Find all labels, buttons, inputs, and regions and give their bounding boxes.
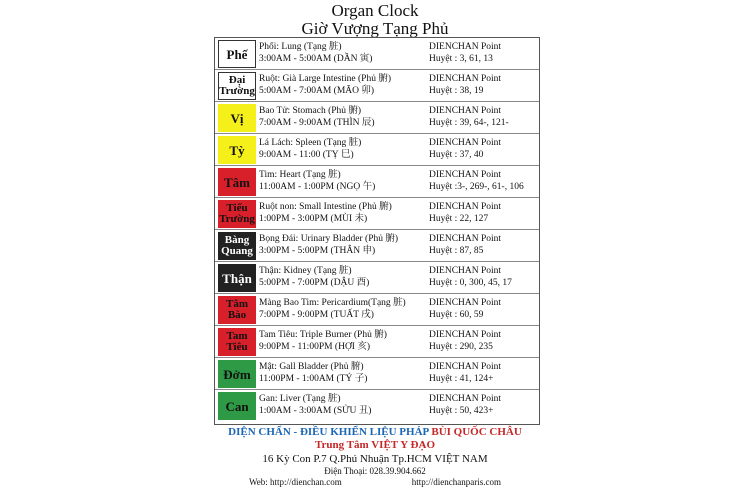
organ-label: Đởm [218,360,256,388]
table-row [215,102,539,134]
footer-websites [0,477,750,487]
table-row [215,70,539,102]
organ-label: Can [218,392,256,420]
organ-time: 3:00AM - 5:00AM (DẦN 寅) [259,54,373,64]
organ-label: Tâm [218,168,256,196]
organ-time: 1:00AM - 3:00AM (SỬU 丑) [259,406,372,416]
organ-label: Tỳ [218,136,256,164]
dienchan-point [429,329,539,353]
page-title: Organ Clock [331,1,419,20]
point-list: Huyệt : 0, 300, 45, 17 [429,278,512,288]
table-row [215,38,539,70]
organ-time: 11:00AM - 1:00PM (NGỌ 午) [259,182,376,192]
point-title: DIENCHAN Point [429,106,502,116]
dienchan-point [429,361,539,385]
organ-label: Vị [218,104,256,132]
dienchan-point [429,393,539,417]
page-subtitle: Giờ Vượng Tạng Phủ [301,19,449,38]
footer-address: 16 Kỳ Con P.7 Q.Phú Nhuận Tp.HCM VIỆT NAM [262,453,488,465]
organ-info [259,329,429,353]
footer-brand-founder: BÙI QUỐC CHÂU [431,426,522,438]
organ-name: Thận: Kidney (Tạng 脏) [259,266,352,276]
dienchan-point [429,169,539,193]
organ-info [259,73,429,97]
point-title: DIENCHAN Point [429,234,502,244]
organ-name: Màng Bao Tim: Pericardium(Tạng 脏) [259,298,406,308]
point-list: Huyệt : 39, 64-, 121- [429,118,509,128]
point-title: DIENCHAN Point [429,170,502,180]
organ-label: Tiểu Trường [218,200,256,228]
point-title: DIENCHAN Point [429,298,502,308]
organ-label: Bàng Quang [218,232,256,260]
table-row [215,198,539,230]
organ-info [259,137,429,161]
organ-info [259,297,429,321]
dienchan-point [429,73,539,97]
footer-brand-method: DIỆN CHẨN - ĐIỀU KHIỂN LIỆU PHÁP [228,426,432,438]
point-list: Huyệt : 37, 40 [429,150,484,160]
organ-time: 9:00PM - 11:00PM (HỢI 亥) [259,342,371,352]
footer-phone: Điện Thoại: 028.39.904.662 [324,466,426,476]
footer-website-link-2[interactable]: http://dienchanparis.com [411,477,501,487]
point-title: DIENCHAN Point [429,394,502,404]
organ-name: Bọng Đái: Urinary Bladder (Phủ 腑) [259,234,399,244]
organ-name: Mật: Gall Bladder (Phủ 腑) [259,362,364,372]
dienchan-point [429,41,539,65]
organ-time: 5:00PM - 7:00PM (DẬU 酉) [259,278,370,288]
organ-info [259,265,429,289]
organ-name: Gan: Liver (Tạng 脏) [259,394,341,404]
organ-clock-table [214,37,540,425]
dienchan-point [429,137,539,161]
dienchan-point [429,297,539,321]
footer-website-link-1[interactable]: Web: http://dienchan.com [249,477,342,487]
organ-label: Phế [218,40,256,68]
organ-label: Tam Tiêu [218,328,256,356]
organ-name: Phổi: Lung (Tạng 脏) [259,42,342,52]
organ-info [259,169,429,193]
point-title: DIENCHAN Point [429,266,502,276]
table-row [215,390,539,422]
organ-time: 7:00PM - 9:00PM (TUẤT 戌) [259,310,374,320]
footer-center-name: Trung Tâm VIỆT Y ĐẠO [314,439,435,451]
organ-name: Tim: Heart (Tạng 脏) [259,170,341,180]
organ-info [259,105,429,129]
organ-time: 11:00PM - 1:00AM (TÝ 子) [259,374,368,384]
table-row [215,358,539,390]
point-list: Huyệt : 3, 61, 13 [429,54,493,64]
point-title: DIENCHAN Point [429,330,502,340]
dienchan-point [429,201,539,225]
organ-name: Tam Tiêu: Triple Burner (Phủ 腑) [259,330,387,340]
organ-name: Ruột non: Small Intestine (Phủ 腑) [259,202,392,212]
organ-time: 9:00AM - 11:00 (TỴ 巳) [259,150,354,160]
point-title: DIENCHAN Point [429,138,502,148]
footer-brand-line [0,426,750,438]
organ-label: Đại Trường [218,72,256,100]
table-row [215,262,539,294]
organ-time: 5:00AM - 7:00AM (MÃO 卯) [259,86,375,96]
point-list: Huyệt : 87, 85 [429,246,484,256]
table-row [215,294,539,326]
dienchan-point [429,265,539,289]
point-list: Huyệt : 41, 124+ [429,374,494,384]
point-list: Huyệt : 50, 423+ [429,406,494,416]
point-list: Huyệt : 38, 19 [429,86,484,96]
organ-time: 7:00AM - 9:00AM (THÌN 辰) [259,118,375,128]
organ-name: Lá Lách: Spleen (Tạng 脏) [259,138,362,148]
table-row [215,230,539,262]
point-title: DIENCHAN Point [429,202,502,212]
point-list: Huyệt : 22, 127 [429,214,489,224]
table-row [215,326,539,358]
point-title: DIENCHAN Point [429,42,502,52]
point-list: Huyệt :3-, 269-, 61-, 106 [429,182,524,192]
organ-label: Thận [218,264,256,292]
organ-time: 3:00PM - 5:00PM (THÂN 申) [259,246,376,256]
dienchan-point [429,105,539,129]
point-list: Huyệt : 60, 59 [429,310,484,320]
table-row [215,166,539,198]
table-row [215,134,539,166]
organ-name: Ruột: Già Large Intestine (Phủ 腑) [259,74,392,84]
organ-info [259,233,429,257]
organ-info [259,393,429,417]
point-list: Huyệt : 290, 235 [429,342,493,352]
organ-name: Bao Tử: Stomach (Phủ 腑) [259,106,362,116]
organ-info [259,201,429,225]
point-title: DIENCHAN Point [429,362,502,372]
organ-time: 1:00PM - 3:00PM (MÙI 未) [259,214,368,224]
organ-label: Tâm Bào [218,296,256,324]
organ-info [259,41,429,65]
point-title: DIENCHAN Point [429,74,502,84]
dienchan-point [429,233,539,257]
organ-info [259,361,429,385]
